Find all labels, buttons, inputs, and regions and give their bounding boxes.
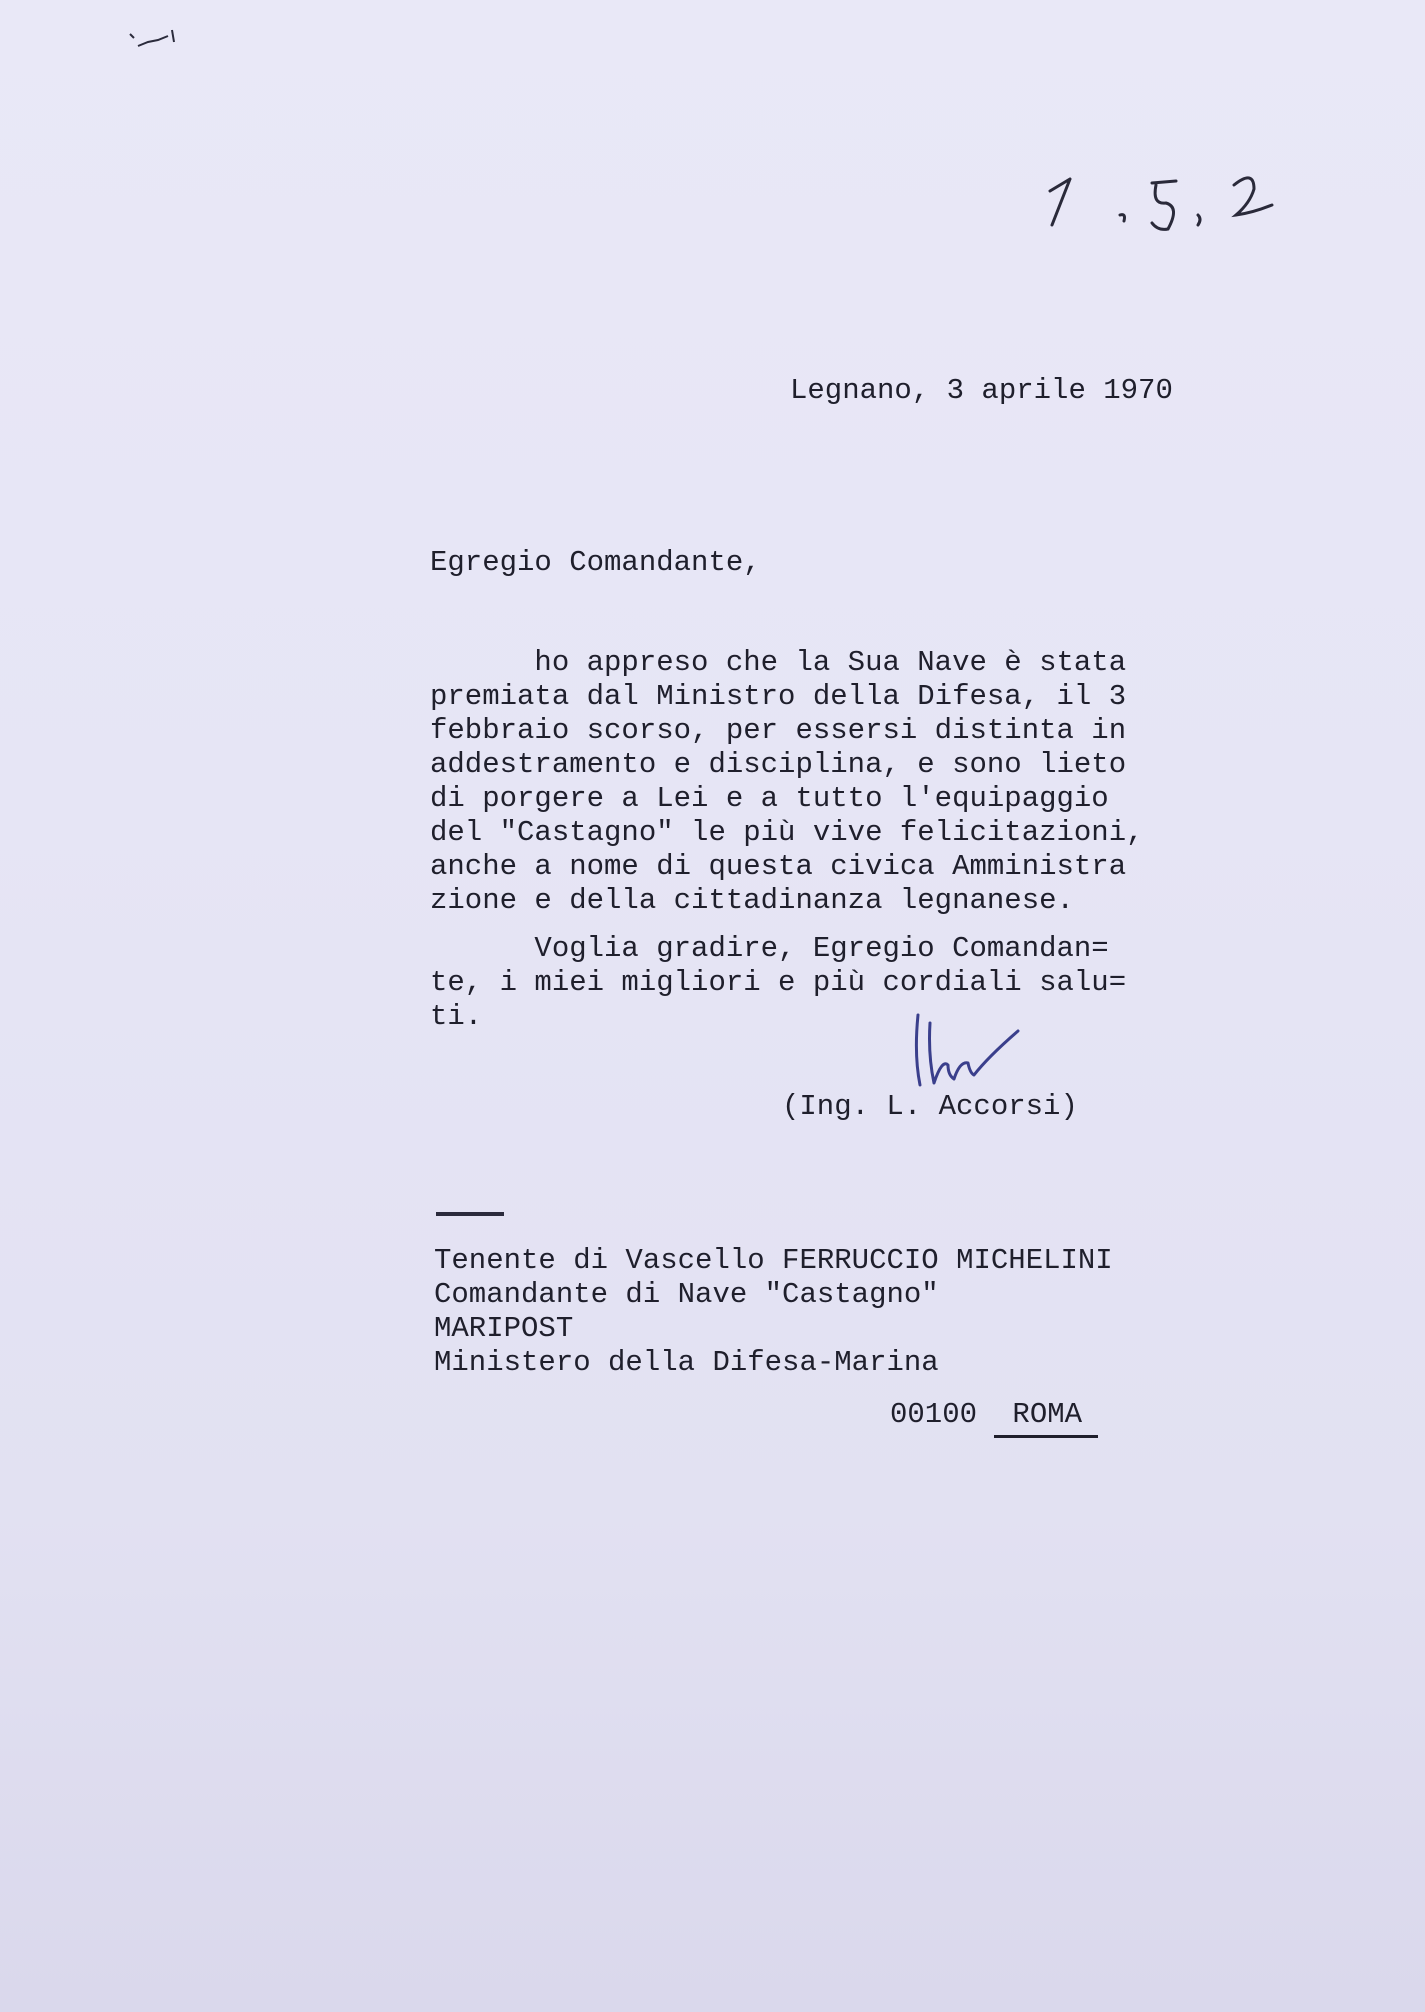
address-line: Comandante di Nave "Castagno": [434, 1278, 939, 1311]
body-line: addestramento e disciplina, e sono lieto: [430, 748, 1127, 781]
body-line: zione e della cittadinanza legnanese.: [430, 884, 1074, 917]
handwritten-reference-note: [1040, 145, 1310, 235]
body-line: febbraio scorso, per essersi distinta in: [430, 714, 1127, 747]
salutation: Egregio Comandante,: [430, 546, 761, 579]
letter-date: Legnano, 3 aprile 1970: [790, 374, 1173, 407]
city-name: ROMA: [994, 1398, 1098, 1438]
address-line: Ministero della Difesa-Marina: [434, 1346, 939, 1379]
body-line: anche a nome di questa civica Amministra: [430, 850, 1127, 883]
closing-line: Voglia gradire, Egregio Comandan=: [430, 932, 1109, 965]
address-line: Tenente di Vascello FERRUCCIO MICHELINI: [434, 1244, 1113, 1277]
closing-line: ti.: [430, 1000, 483, 1033]
address-line: MARIPOST: [434, 1312, 574, 1345]
signer-name: (Ing. L. Accorsi): [782, 1090, 1078, 1123]
postal-code: 00100: [890, 1398, 978, 1431]
paragraph-gap: [430, 918, 1190, 932]
corner-ink-mark: [128, 22, 180, 50]
closing-line: te, i miei migliori e più cordiali salu=: [430, 966, 1127, 999]
letter-body: [430, 646, 1190, 1034]
postal-city-line: [890, 1398, 1098, 1438]
body-line: ho appreso che la Sua Nave è stata: [430, 646, 1127, 679]
body-line: del "Castagno" le più vive felicitazioni,: [430, 816, 1144, 849]
body-line: di porgere a Lei e a tutto l'equipaggio: [430, 782, 1109, 815]
body-line: premiata dal Ministro della Difesa, il 3: [430, 680, 1127, 713]
separator-mark: [436, 1212, 504, 1216]
recipient-address: [434, 1244, 1113, 1380]
handwritten-signature: [908, 1005, 1028, 1093]
